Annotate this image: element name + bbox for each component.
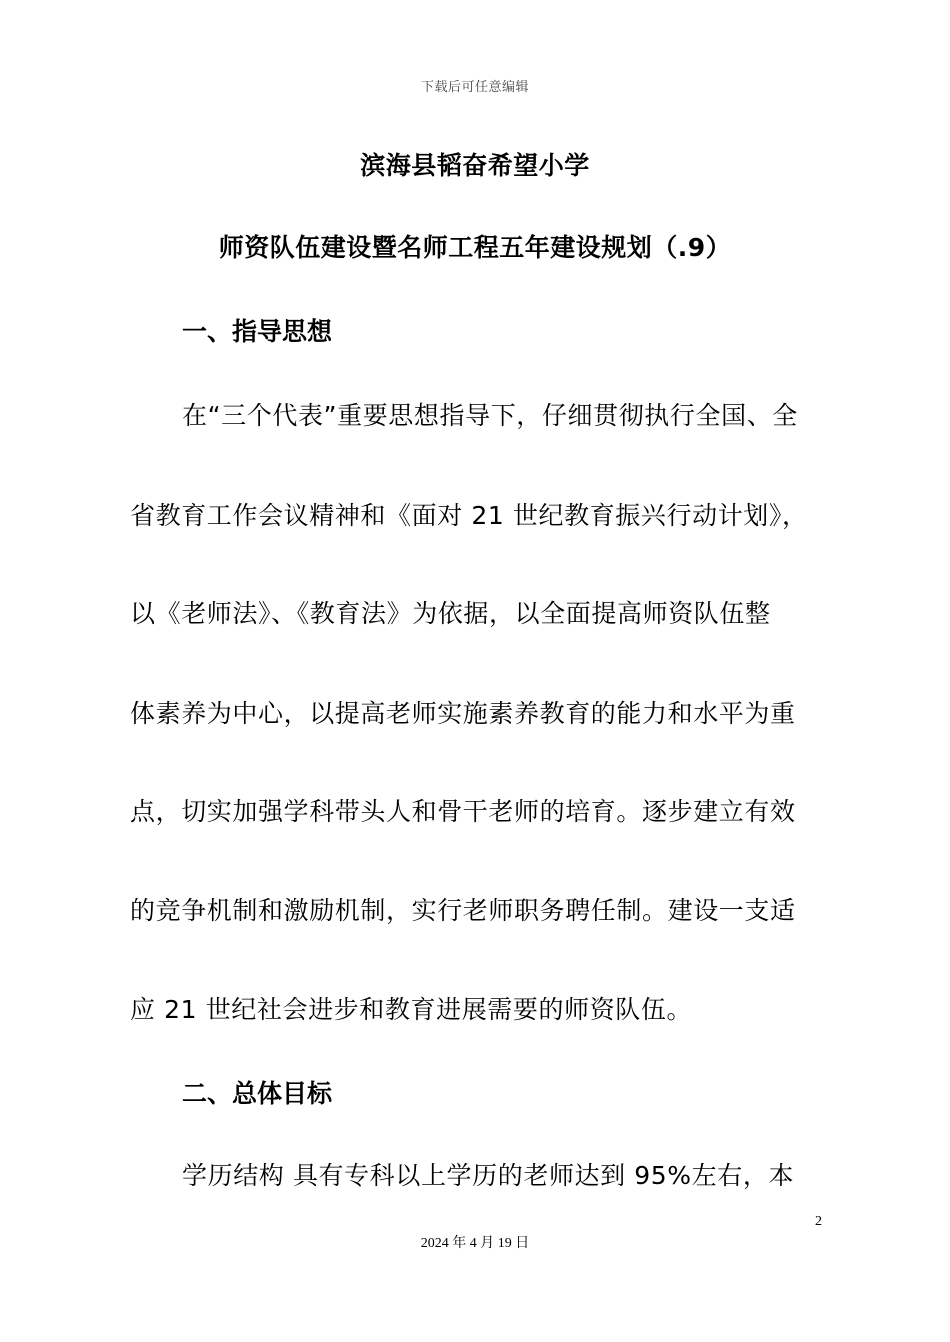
body-line: 在“三个代表”重要思想指导下，仔细贯彻执行全国、全 (182, 401, 798, 430)
body-line: 省教育工作会议精神和《面对 21 世纪教育振兴行动计划》， (130, 501, 808, 530)
section-heading-overall-goals: 二、总体目标 (182, 1079, 333, 1108)
document-subtitle: 师资队伍建设暨名师工程五年建设规划（.9） (218, 233, 732, 262)
body-line: 以《老师法》、《教育法》为依据，以全面提高师资队伍整 (130, 599, 771, 628)
header-note: 下载后可任意编辑 (420, 80, 529, 95)
page-number: 2 (815, 1214, 822, 1229)
body-line: 的竞争机制和激励机制，实行老师职务聘任制。建设一支适 (130, 896, 796, 925)
footer-date: 2024 年 4 月 19 日 (420, 1236, 530, 1251)
body-line: 体素养为中心，以提高老师实施素养教育的能力和水平为重 (130, 699, 796, 728)
body-line: 应 21 世纪社会进步和教育进展需要的师资队伍。 (130, 995, 693, 1024)
section-heading-guiding-ideology: 一、指导思想 (182, 317, 333, 346)
body-line: 学历结构 具有专科以上学历的老师达到 95%左右，本 (182, 1161, 795, 1190)
body-line: 点，切实加强学科带头人和骨干老师的培育。逐步建立有效 (130, 797, 796, 826)
document-title: 滨海县韬奋希望小学 (360, 151, 590, 180)
